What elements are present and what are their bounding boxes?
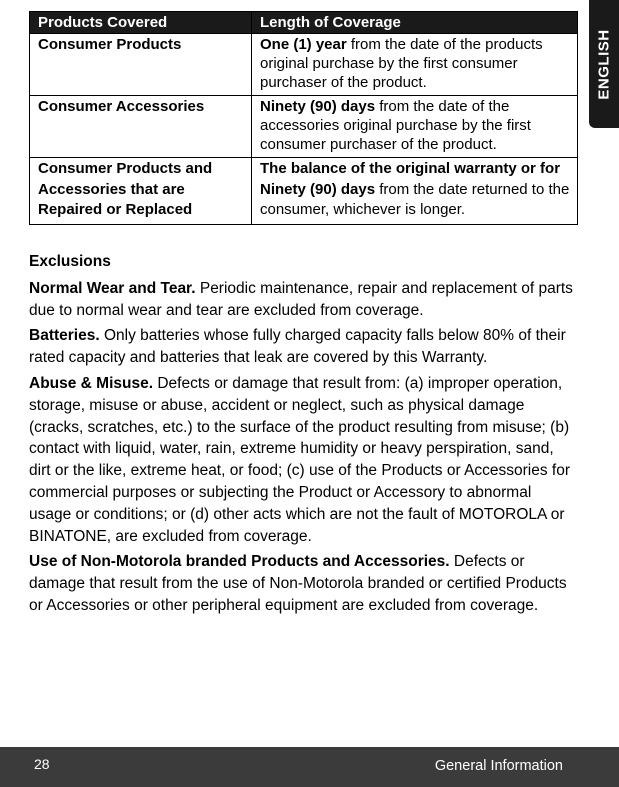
exclusion-text: Defects or damage that result from: (a) improper operation, storage, misuse or abuse, accident or neglect, such as physical damage (cracks, scratches, etc.) to the surface of the product resulting from misuse; (b) contact with liquid, water, rain, extreme humidity or heavy perspiration, sand, dirt or the like, extreme heat, or food; (c) use of the Products or Accessories for commercial purposes or subjecting the Product or Accessory to abnormal usage or conditions; or (d) other acts which are not the fault of MOTOROLA or BINATONE, are excluded from coverage.	[29, 374, 571, 545]
table-row	[30, 158, 578, 225]
exclusion-title: Use of Non-Motorola branded Products and Accessories.	[29, 553, 450, 571]
page-number: 28	[34, 756, 50, 772]
table-header-row	[30, 12, 578, 34]
exclusions-section	[29, 251, 577, 617]
section-title: General Information	[434, 758, 563, 774]
exclusions-heading: Exclusions	[29, 253, 111, 270]
coverage-bold: The balance of the original warranty or for Ninety (90) days	[260, 160, 561, 198]
product-cell: Consumer Products	[30, 34, 252, 96]
product-cell: Consumer Accessories	[30, 96, 252, 158]
coverage-text: from the date of the accessories original purchase by the first consumer purchaser of the product.	[260, 98, 531, 153]
header-products-covered: Products Covered	[30, 12, 252, 34]
page-footer	[0, 747, 619, 787]
coverage-cell	[252, 158, 578, 225]
product-cell: Consumer Products and Accessories that are Repaired or Replaced	[30, 158, 252, 225]
coverage-cell	[252, 96, 578, 158]
exclusion-text: Defects or damage that result from the use of Non-Motorola branded or certified Products or Accessories or other peripheral equipment are excluded from coverage.	[29, 553, 567, 614]
coverage-cell	[252, 34, 578, 96]
exclusion-paragraph	[29, 278, 577, 322]
exclusion-text: Periodic maintenance, repair and replacement of parts due to normal wear and tear are excluded from coverage.	[29, 279, 573, 319]
table-row	[30, 96, 578, 158]
language-tab-label: ENGLISH	[595, 28, 613, 100]
exclusion-title: Batteries.	[29, 327, 100, 345]
table-row	[30, 34, 578, 96]
coverage-text: from the date of the products original purchase by the first consumer purchaser of the product.	[260, 36, 543, 91]
exclusion-paragraph	[29, 325, 577, 369]
exclusion-title: Normal Wear and Tear.	[29, 279, 196, 297]
exclusion-paragraph	[29, 373, 577, 547]
exclusion-text: Only batteries whose fully charged capacity falls below 80% of their rated capacity and batteries that leak are covered by this Warranty.	[29, 327, 566, 367]
exclusion-title: Abuse & Misuse.	[29, 374, 154, 392]
language-tab	[589, 0, 619, 128]
header-length-of-coverage: Length of Coverage	[252, 12, 578, 34]
coverage-text: from the date returned to the consumer, whichever is longer.	[260, 180, 570, 218]
coverage-bold: One (1) year	[260, 36, 347, 53]
exclusion-paragraph	[29, 551, 577, 616]
coverage-table	[29, 11, 578, 225]
coverage-bold: Ninety (90) days	[260, 98, 376, 115]
